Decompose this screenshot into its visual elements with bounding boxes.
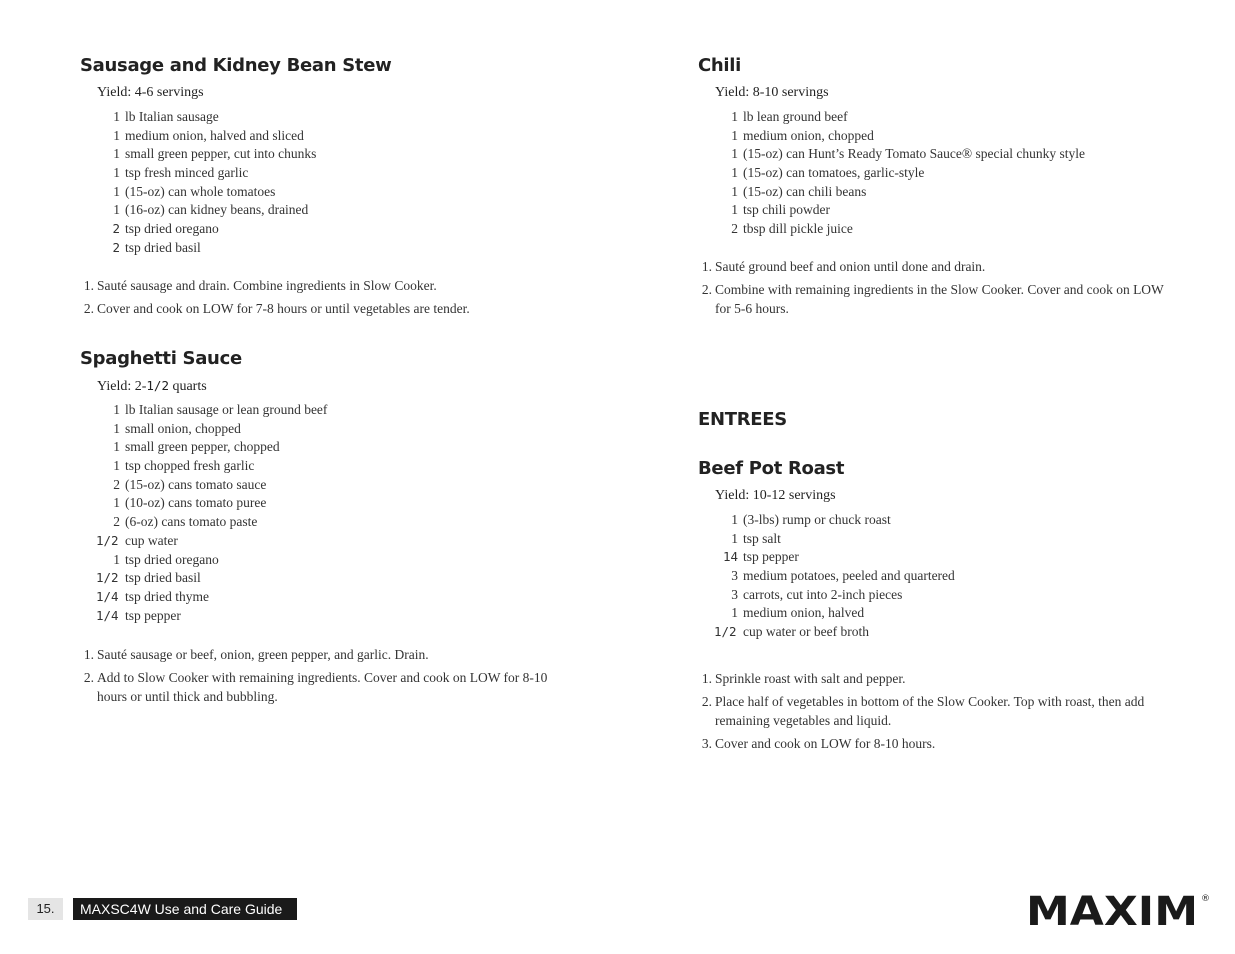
ingredient-qty: 1 — [113, 402, 120, 417]
instruction-step — [65, 300, 580, 319]
ingredient-text: (15-oz) can whole tomatoes — [125, 183, 276, 199]
ingredient-item — [698, 586, 1178, 605]
ingredient-qty: 2 — [112, 239, 120, 255]
recipe-yield — [97, 377, 580, 396]
ingredient-qty: 1 — [731, 109, 738, 124]
ingredient-item — [80, 164, 580, 183]
instruction-step — [65, 669, 560, 706]
ingredient-text: tsp dried oregano — [125, 551, 219, 567]
ingredient-text: lb Italian sausage — [125, 109, 219, 124]
ingredient-qty: 1 — [731, 146, 738, 162]
recipe-spaghetti-sauce — [80, 348, 580, 711]
instruction-list — [683, 258, 1168, 319]
yield-fraction: 1/2 — [146, 378, 169, 393]
ingredient-item — [80, 438, 580, 457]
ingredient-qty: 1/2 — [714, 624, 737, 640]
section-heading: ENTREES — [698, 409, 787, 430]
ingredient-item — [698, 145, 1178, 164]
ingredient-item — [698, 548, 1178, 567]
ingredient-qty: 1 — [731, 202, 738, 218]
step-text: Add to Slow Cooker with remaining ingredients. Cover and cook on LOW for 8-10 hours or until thick and bubbling. — [97, 670, 548, 705]
ingredient-text: medium potatoes, peeled and quartered — [743, 568, 955, 584]
ingredient-item — [80, 476, 580, 495]
step-number: 2. — [701, 282, 712, 298]
step-text: Sprinkle roast with salt and pepper. — [715, 670, 906, 686]
yield-prefix: Yield: 2- — [97, 379, 147, 394]
ingredient-text: cup water — [125, 532, 178, 548]
ingredient-item — [80, 588, 580, 607]
ingredient-qty: 1 — [113, 551, 120, 567]
ingredient-item — [80, 401, 580, 420]
recipe-yield: Yield: 4-6 servings — [97, 85, 204, 100]
page-number: 15. — [28, 898, 63, 920]
step-number: 2. — [83, 670, 94, 686]
ingredient-text: tsp dried oregano — [125, 221, 219, 237]
ingredient-qty: 1/4 — [96, 588, 119, 604]
ingredient-item — [698, 567, 1178, 586]
ingredient-text: lb Italian sausage or lean ground beef — [125, 402, 328, 417]
ingredient-item — [698, 623, 1178, 642]
ingredient-text: (15-oz) cans tomato sauce — [125, 476, 267, 492]
ingredient-text: medium onion, halved and sliced — [125, 127, 304, 143]
step-number: 1. — [701, 258, 712, 274]
ingredient-qty: 2 — [731, 221, 738, 237]
ingredient-text: tsp pepper — [743, 549, 799, 565]
ingredient-item — [80, 494, 580, 513]
ingredient-qty: 3 — [731, 568, 738, 584]
ingredient-item — [80, 569, 580, 588]
instruction-step — [65, 646, 560, 665]
ingredient-qty: 1/2 — [96, 532, 119, 548]
ingredient-qty: 2 — [113, 514, 120, 530]
ingredient-qty: 1/4 — [96, 607, 119, 623]
ingredient-item — [80, 607, 580, 626]
instruction-list — [683, 670, 1168, 754]
maxim-logo — [1026, 890, 1212, 930]
ingredient-list — [698, 511, 1178, 642]
step-text: Sauté sausage or beef, onion, green pepper, and garlic. Drain. — [97, 647, 429, 663]
ingredient-text: (3-lbs) rump or chuck roast — [743, 512, 891, 527]
ingredient-qty: 1 — [113, 146, 120, 162]
logo-text: MAXIM — [1026, 890, 1198, 930]
ingredient-qty: 1 — [731, 605, 738, 621]
ingredient-item — [80, 201, 580, 220]
ingredient-list — [80, 108, 580, 258]
instruction-step — [683, 670, 1168, 689]
instruction-step — [683, 735, 1168, 754]
ingredient-qty: 1 — [113, 420, 120, 436]
recipe-title: Spaghetti Sauce — [80, 348, 242, 369]
ingredient-text: (16-oz) can kidney beans, drained — [125, 202, 309, 218]
ingredient-text: tsp fresh minced garlic — [125, 165, 249, 181]
registered-mark: ® — [1201, 894, 1210, 904]
step-text: Sauté ground beef and onion until done and drain. — [715, 258, 986, 274]
ingredient-item — [80, 457, 580, 476]
ingredient-text: lb lean ground beef — [743, 109, 848, 124]
ingredient-item — [80, 220, 580, 239]
ingredient-item — [698, 220, 1178, 239]
recipe-sausage-stew — [80, 55, 580, 323]
ingredient-text: tsp chopped fresh garlic — [125, 458, 255, 474]
ingredient-qty: 1 — [113, 183, 120, 199]
ingredient-qty: 2 — [112, 221, 120, 237]
ingredient-text: (6-oz) cans tomato paste — [125, 514, 258, 530]
recipe-title: Sausage and Kidney Bean Stew — [80, 55, 392, 76]
ingredient-list — [80, 401, 580, 625]
instruction-step — [683, 693, 1168, 730]
ingredient-qty: 1 — [731, 127, 738, 143]
ingredient-qty: 1 — [731, 530, 738, 546]
guide-title: MAXSC4W Use and Care Guide — [73, 898, 297, 920]
ingredient-text: (10-oz) cans tomato puree — [125, 495, 267, 511]
ingredient-text: (15-oz) can tomatoes, garlic-style — [743, 165, 925, 181]
ingredient-text: tsp dried basil — [125, 570, 201, 586]
ingredient-text: tsp dried basil — [125, 239, 201, 255]
instruction-step — [683, 281, 1168, 318]
ingredient-item — [80, 239, 580, 258]
ingredient-item — [698, 183, 1178, 202]
ingredient-text: small green pepper, chopped — [125, 439, 280, 455]
ingredient-text: small onion, chopped — [125, 420, 241, 436]
step-text: Place half of vegetables in bottom of the Slow Cooker. Top with roast, then add remaining vegetables and liquid. — [715, 694, 1145, 728]
ingredient-qty: 1 — [731, 183, 738, 199]
ingredient-item — [698, 164, 1178, 183]
ingredient-text: tsp salt — [743, 530, 781, 546]
step-number: 3. — [701, 735, 712, 751]
ingredient-item — [698, 127, 1178, 146]
ingredient-text: tbsp dill pickle juice — [743, 221, 853, 237]
step-number: 1. — [83, 647, 94, 663]
recipe-title: Chili — [698, 55, 742, 76]
ingredient-qty: 1 — [113, 458, 120, 474]
step-number: 1. — [83, 277, 94, 293]
step-text: Sauté sausage and drain. Combine ingredients in Slow Cooker. — [97, 277, 437, 293]
recipe-title: Beef Pot Roast — [698, 458, 845, 479]
recipe-yield: Yield: 8-10 servings — [715, 85, 829, 100]
instruction-step — [683, 258, 1168, 277]
recipe-beef-pot-roast — [698, 458, 1178, 758]
ingredient-qty: 14 — [722, 549, 738, 565]
ingredient-qty: 1 — [113, 495, 120, 511]
ingredient-qty: 1 — [731, 165, 738, 181]
ingredient-item — [80, 513, 580, 532]
ingredient-list — [698, 108, 1178, 239]
ingredient-text: carrots, cut into 2-inch pieces — [743, 586, 903, 602]
step-number: 2. — [83, 300, 94, 316]
instruction-step — [65, 277, 580, 296]
ingredient-qty: 3 — [731, 586, 738, 602]
ingredient-text: tsp pepper — [125, 607, 181, 623]
ingredient-item — [80, 420, 580, 439]
ingredient-item — [80, 532, 580, 551]
ingredient-item — [698, 530, 1178, 549]
instruction-list — [65, 277, 580, 319]
ingredient-item — [80, 108, 580, 127]
step-number: 1. — [701, 670, 712, 686]
yield-suffix: quarts — [168, 379, 207, 394]
ingredient-item — [698, 108, 1178, 127]
ingredient-item — [698, 201, 1178, 220]
recipe-chili — [698, 55, 1178, 323]
ingredient-qty: 2 — [113, 476, 120, 492]
ingredient-item — [80, 145, 580, 164]
ingredient-text: tsp chili powder — [743, 202, 830, 218]
ingredient-item — [698, 511, 1178, 530]
ingredient-text: (15-oz) can chili beans — [743, 183, 867, 199]
ingredient-item — [80, 127, 580, 146]
ingredient-text: medium onion, chopped — [743, 127, 874, 143]
ingredient-item — [80, 551, 580, 570]
step-text: Cover and cook on LOW for 8-10 hours. — [715, 735, 936, 751]
ingredient-qty: 1 — [113, 109, 120, 124]
ingredient-text: medium onion, halved — [743, 605, 865, 621]
ingredient-text: small green pepper, cut into chunks — [125, 146, 317, 162]
ingredient-qty: 1/2 — [96, 570, 119, 586]
ingredient-qty: 1 — [113, 439, 120, 455]
ingredient-item — [698, 604, 1178, 623]
ingredient-qty: 1 — [113, 202, 120, 218]
step-text: Cover and cook on LOW for 7-8 hours or until vegetables are tender. — [97, 300, 470, 316]
instruction-list — [65, 646, 560, 707]
ingredient-item — [80, 183, 580, 202]
recipe-yield: Yield: 10-12 servings — [715, 488, 836, 503]
ingredient-qty: 1 — [113, 127, 120, 143]
ingredient-text: (15-oz) can Hunt’s Ready Tomato Sauce® special chunky style — [743, 146, 1085, 162]
ingredient-text: tsp dried thyme — [125, 588, 209, 604]
step-text: Combine with remaining ingredients in the Slow Cooker. Cover and cook on LOW for 5-6 hours. — [715, 282, 1164, 316]
ingredient-text: cup water or beef broth — [743, 624, 869, 640]
ingredient-qty: 1 — [113, 165, 120, 181]
step-number: 2. — [701, 694, 712, 710]
ingredient-qty: 1 — [731, 512, 738, 527]
